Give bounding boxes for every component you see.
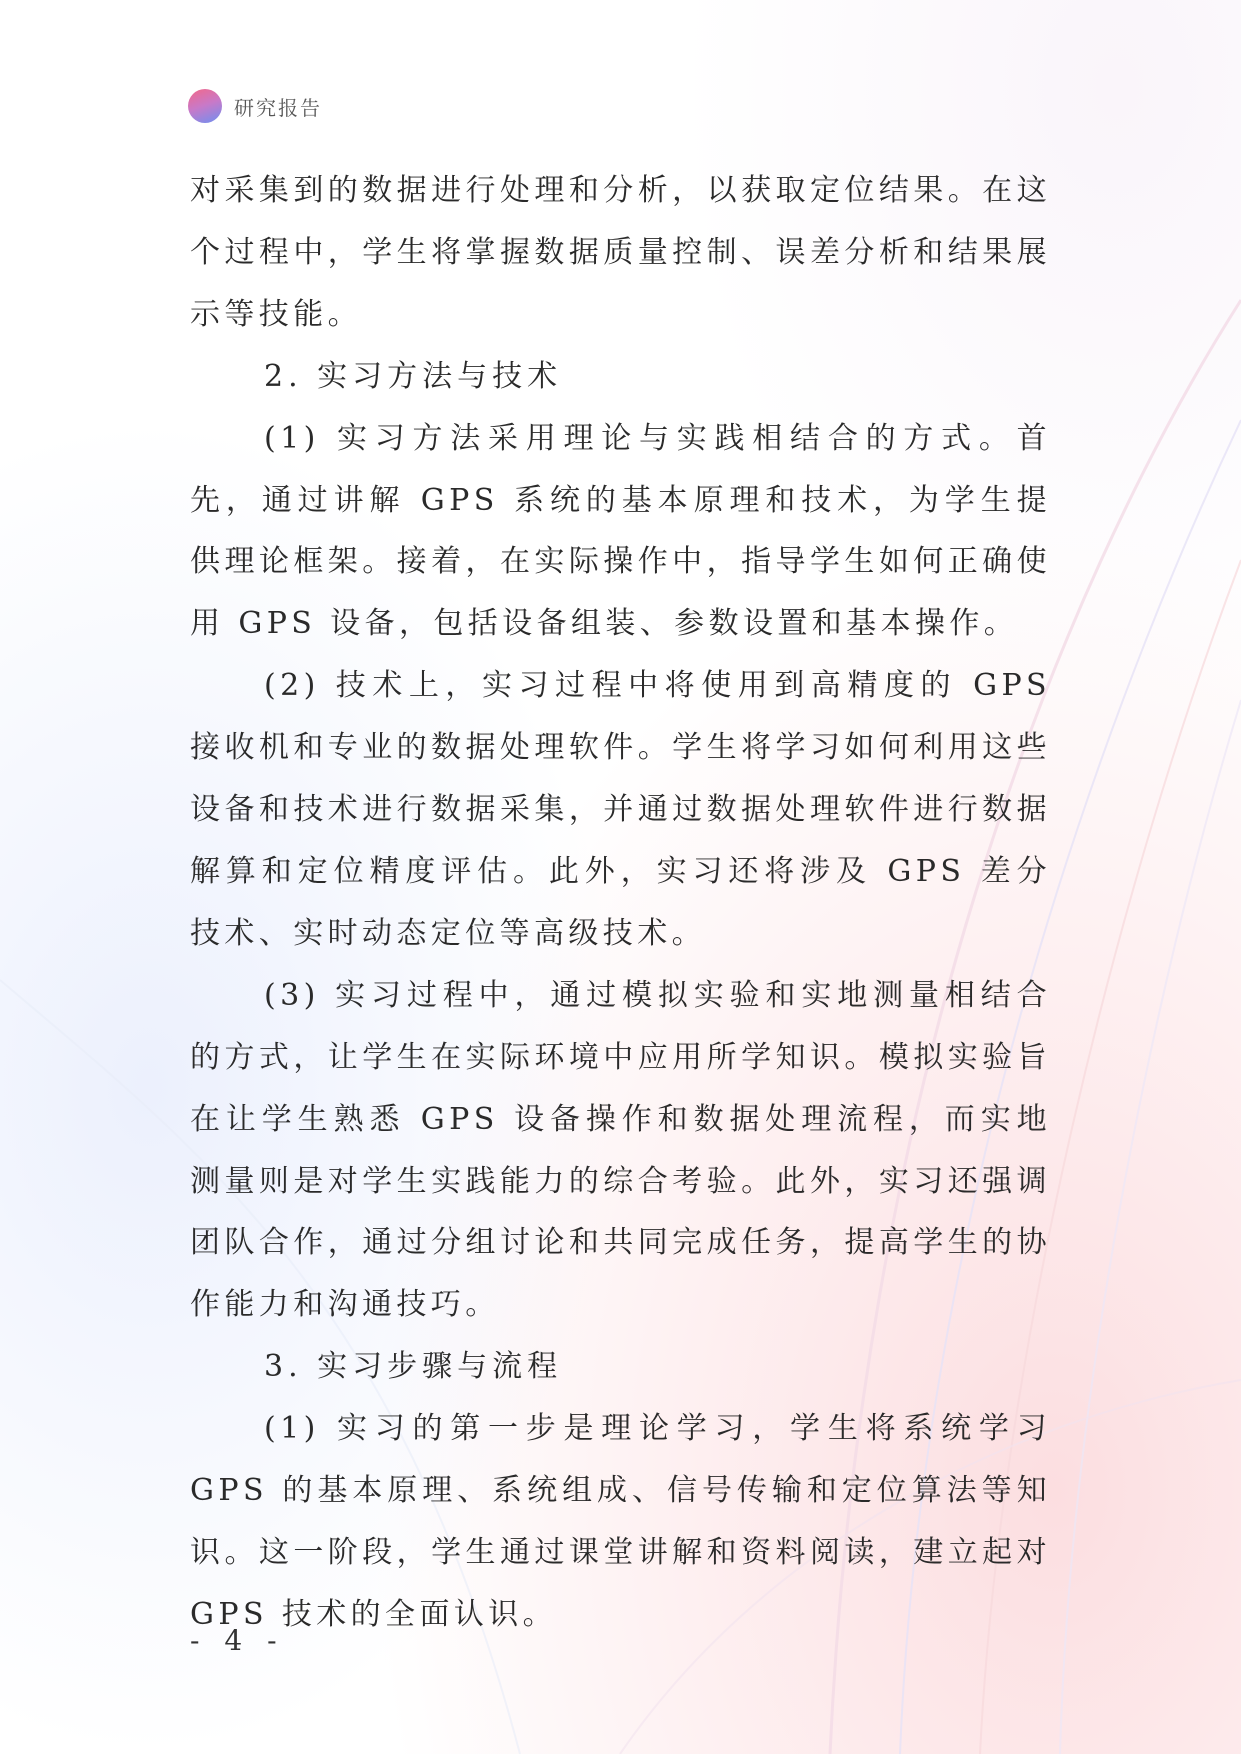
page-header <box>188 86 322 126</box>
section-heading-steps: 3. 实习步骤与流程 <box>264 1349 563 1385</box>
paragraph-methods-2: (2) 技术上，实习过程中将使用到高精度的 GPS 接收机和专业的数据处理软件。学生将学习如何利用这些设备和技术进行数据采集，并通过数据处理软件进行数据解算和定位精度评估。此外，实习还将涉及 GPS 差分技术、实时动态定位等高级技术。 <box>190 668 1051 951</box>
paragraph-continuation: 对采集到的数据进行处理和分析，以获取定位结果。在这个过程中，学生将掌握数据质量控制、误差分析和结果展示等技能。 <box>190 173 1051 332</box>
document-body <box>190 160 1051 1646</box>
paragraph-steps-1: (1) 实习的第一步是理论学习，学生将系统学习 GPS 的基本原理、系统组成、信号传输和定位算法等知识。这一阶段，学生通过课堂讲解和资料阅读，建立起对 GPS 技术的全面认识。 <box>190 1411 1051 1632</box>
paragraph-methods-3: (3) 实习过程中，通过模拟实验和实地测量相结合的方式，让学生在实际环境中应用所学知识。模拟实验旨在让学生熟悉 GPS 设备操作和数据处理流程，而实地测量则是对学生实践能力的综合考验。此外，实习还强调团队合作，通过分组讨论和共同完成任务，提高学生的协作能力和沟通技巧。 <box>190 977 1051 1323</box>
report-logo-icon <box>188 89 222 123</box>
paragraph-methods-1: (1) 实习方法采用理论与实践相结合的方式。首先，通过讲解 GPS 系统的基本原理和技术，为学生提供理论框架。接着，在实际操作中，指导学生如何正确使用 GPS 设备，包括设备组装、参数设置和基本操作。 <box>190 420 1051 642</box>
header-title: 研究报告 <box>234 95 322 120</box>
page-number: - 4 - <box>190 1624 285 1657</box>
section-heading-methods: 2. 实习方法与技术 <box>264 358 563 394</box>
